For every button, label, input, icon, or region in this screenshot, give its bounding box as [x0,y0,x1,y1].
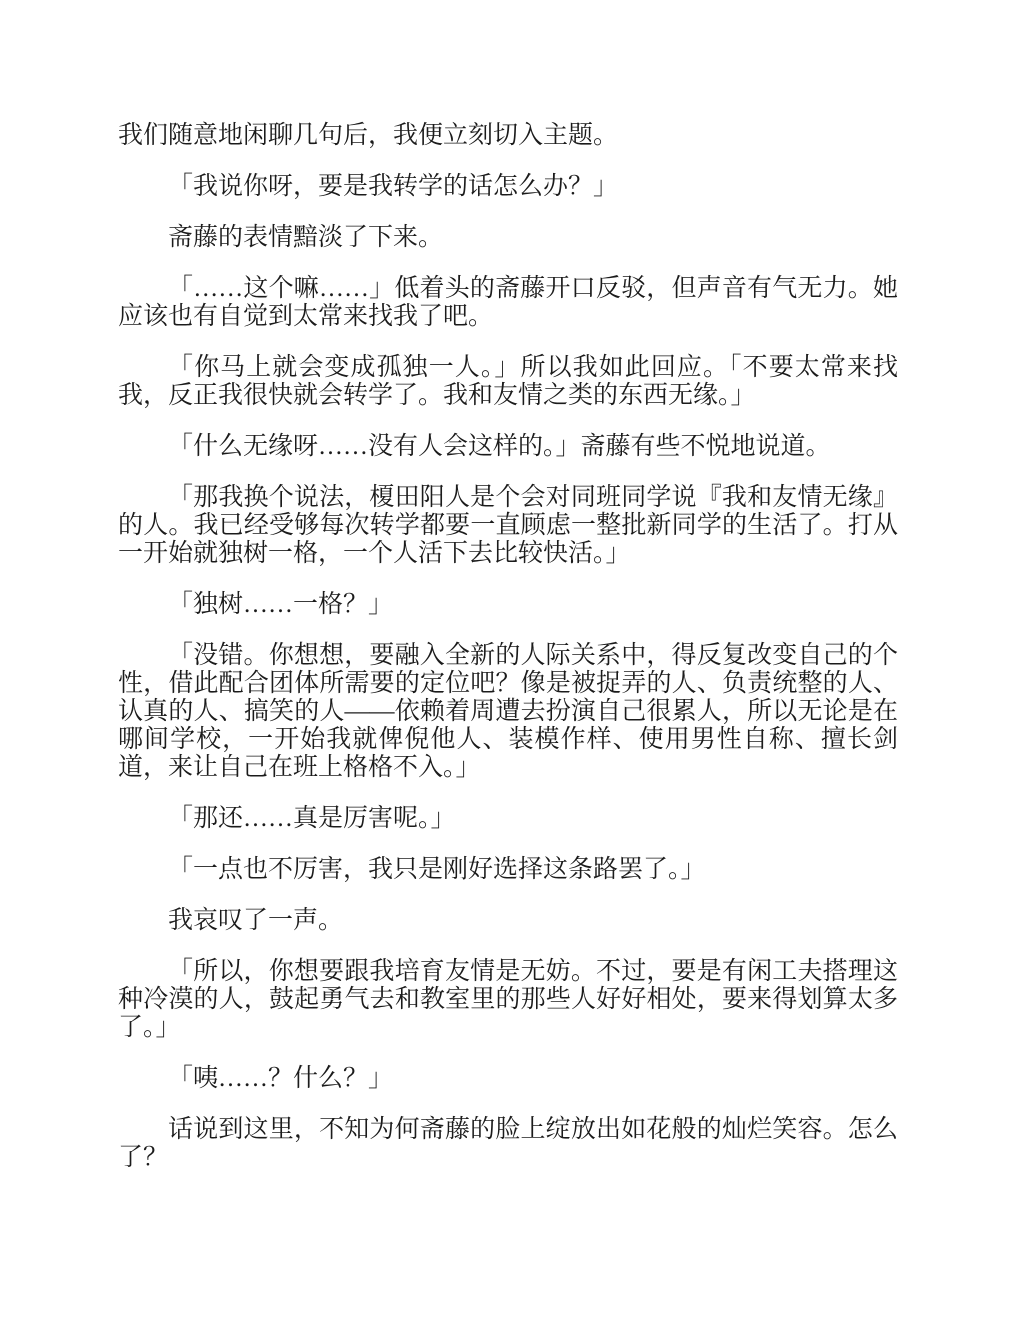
text-block [118,122,898,1172]
paragraph: 我们随意地闲聊几句后，我便立刻切入主题。 [118,122,619,149]
paragraph: 「你马上就会变成孤独一人。」所以我如此回应。「不要太常来找我，反正我很快就会转学了。我和友情之类的东西无缘。」 [118,354,898,409]
paragraph: 「所以，你想要跟我培育友情是无妨。不过，要是有闲工夫搭理这种冷漠的人，鼓起勇气去和教室里的那些人好好相处，要来得划算太多了。」 [118,958,898,1041]
paragraph: 「……这个嘛……」低着头的斋藤开口反驳，但声音有气无力。她应该也有自觉到太常来找我了吧。 [118,275,898,330]
paragraph: 「独树……一格？」 [168,591,394,618]
paragraph: 「一点也不厉害，我只是刚好选择这条路罢了。」 [168,856,706,883]
paragraph: 「什么无缘呀……没有人会这样的。」斋藤有些不悦地说道。 [168,433,831,460]
paragraph: 「咦……？什么？」 [168,1065,394,1092]
paragraph: 「那还……真是厉害呢。」 [168,805,456,832]
paragraph: 我哀叹了一声。 [168,907,344,934]
paragraph: 「那我换个说法，榎田阳人是个会对同班同学说『我和友情无缘』的人。我已经受够每次转学都要一直顾虑一整批新同学的生活了。打从一开始就独树一格，一个人活下去比较快活。」 [118,484,898,567]
paragraph: 「我说你呀，要是我转学的话怎么办？」 [168,173,619,200]
paragraph: 斋藤的表情黯淡了下来。 [168,224,444,251]
paragraph: 「没错。你想想，要融入全新的人际关系中，得反复改变自己的个性，借此配合团体所需要的定位吧？像是被捉弄的人、负责统整的人、认真的人、搞笑的人——依赖着周遭去扮演自己很累人，所以无论是在哪间学校，一开始我就俾倪他人、装模作样、使用男性自称、擅长剑道，来让自己在班上格格不入。」 [118,642,898,781]
paragraph: 话说到这里，不知为何斋藤的脸上绽放出如花般的灿烂笑容。怎么了？ [118,1116,898,1171]
